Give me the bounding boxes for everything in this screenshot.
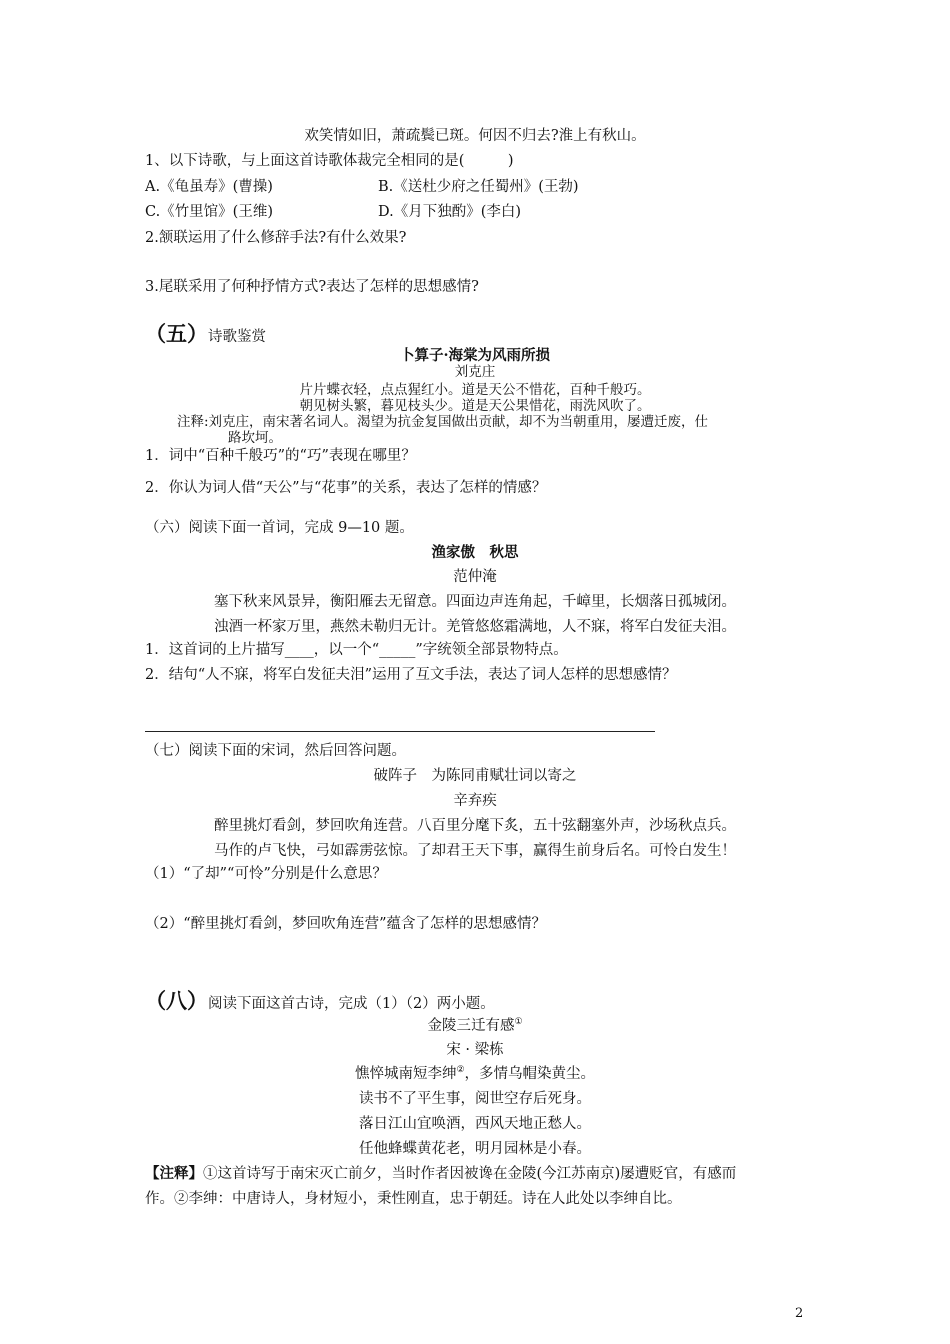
- question-1: 1．这首词的上片描写____，以一个“_____”字统领全部景物特点。: [145, 642, 568, 658]
- poem-title-text: 金陵三迁有感: [427, 1018, 515, 1034]
- option-d: D.《月下独酌》(李白): [378, 204, 522, 220]
- section-number: （八）: [145, 988, 208, 1013]
- question-2: 2.颔联运用了什么修辞手法?有什么效果?: [145, 230, 407, 246]
- poem-line-text: 憔悴城南短李绅: [354, 1066, 457, 1082]
- poem-line: 落日江山宜唤酒，西风天地正愁人。: [359, 1116, 591, 1132]
- note-line: 注释:刘克庄，南宋著名词人。渴望为抗金复国做出贡献，却不为当朝重用，屡遭迁废，仕: [177, 414, 709, 430]
- question-3: 3.尾联采用了何种抒情方式?表达了怎样的思想感情?: [145, 279, 479, 295]
- section-label: 诗歌鉴赏: [208, 329, 266, 345]
- section-7-heading: （七）阅读下面的宋词，然后回答问题。: [145, 743, 406, 759]
- poem-author: 刘克庄: [454, 364, 496, 380]
- poem-author: 辛弃疾: [453, 793, 497, 809]
- section-label: 阅读下面这首古诗，完成（1）（2）两小题。: [208, 996, 495, 1012]
- poem-line: 马作的卢飞快，弓如霹雳弦惊。了却君王天下事，赢得生前身后名。可怜白发生！: [214, 843, 736, 859]
- note-line: 路坎坷。: [228, 430, 282, 446]
- poem-line: 醉里挑灯看剑，梦回吹角连营。八百里分麾下炙，五十弦翻塞外声，沙场秋点兵。: [214, 818, 736, 834]
- section-6-heading: （六）阅读下面一首词，完成 9—10 题。: [145, 520, 414, 536]
- footnote-mark: ②: [456, 1065, 465, 1076]
- poem-line: 欢笑情如旧，萧疏鬓已斑。何因不归去?淮上有秋山。: [304, 128, 646, 144]
- footnote-mark: ①: [514, 1017, 523, 1028]
- note-line: [145, 1164, 736, 1184]
- question-1: 1、以下诗歌，与上面这首诗歌体裁完全相同的是( ): [145, 153, 514, 169]
- note-text: ①这首诗写于南宋灭亡前夕，当时作者因被谗在金陵(今江苏南京)屡遭贬官，有感而: [203, 1166, 737, 1182]
- option-b: B.《送杜少府之任蜀州》(王勃): [378, 179, 579, 195]
- poem-line: [0, 1064, 950, 1084]
- question-1: 1．词中“百种千般巧”的“巧”表现在哪里？: [145, 448, 416, 464]
- answer-line: [145, 731, 655, 732]
- page-number: 2: [795, 1306, 804, 1321]
- poem-title: 破阵子 为陈同甫赋壮词以寄之: [373, 768, 577, 784]
- question-1: （1）“了却”“可怜”分别是什么意思？: [145, 866, 387, 882]
- poem-author: 范仲淹: [453, 569, 497, 585]
- question-2: 2．你认为词人借“天公”与“花事”的关系，表达了怎样的情感？: [145, 480, 547, 496]
- poem-line: 任他蜂蝶黄花老，明月园林是小春。: [359, 1141, 591, 1157]
- poem-title: 渔家傲 秋思: [431, 544, 519, 561]
- note-label: 【注释】: [145, 1165, 203, 1182]
- poem-line-text: ，多情乌帽染黄尘。: [464, 1066, 596, 1082]
- question-2: 2．结句“人不寐，将军白发征夫泪”运用了互文手法，表达了词人怎样的思想感情？: [145, 667, 677, 683]
- poem-title: 卜算子·海棠为风雨所损: [399, 347, 551, 364]
- poem-author: 宋 · 梁栋: [446, 1042, 504, 1058]
- note-line: 作。②李绅：中唐诗人，身材短小，秉性刚直，忠于朝廷。诗在人此处以李绅自比。: [145, 1191, 682, 1207]
- poem-line: 塞下秋来风景异，衡阳雁去无留意。四面边声连角起，千嶂里，长烟落日孤城闭。: [214, 594, 736, 610]
- section-8-heading: [145, 989, 495, 1014]
- poem-line: 片片蝶衣轻，点点猩红小。道是天公不惜花，百种千般巧。: [299, 382, 651, 398]
- poem-line: 浊酒一杯家万里，燕然未勒归无计。羌管悠悠霜满地，人不寐，将军白发征夫泪。: [214, 619, 736, 635]
- section-number: （五）: [145, 321, 208, 346]
- poem-line: 读书不了平生事，阅世空存后死身。: [359, 1091, 591, 1107]
- question-2: （2）“醉里挑灯看剑，梦回吹角连营”蕴含了怎样的思想感情？: [145, 916, 547, 932]
- option-a: A.《龟虽寿》(曹操): [145, 179, 273, 195]
- poem-line: 朝见树头繁，暮见枝头少。道是天公果惜花，雨洗风吹了。: [299, 398, 651, 414]
- poem-title: [0, 1016, 950, 1036]
- option-c: C.《竹里馆》(王维): [145, 204, 274, 220]
- section-5-heading: [145, 322, 266, 347]
